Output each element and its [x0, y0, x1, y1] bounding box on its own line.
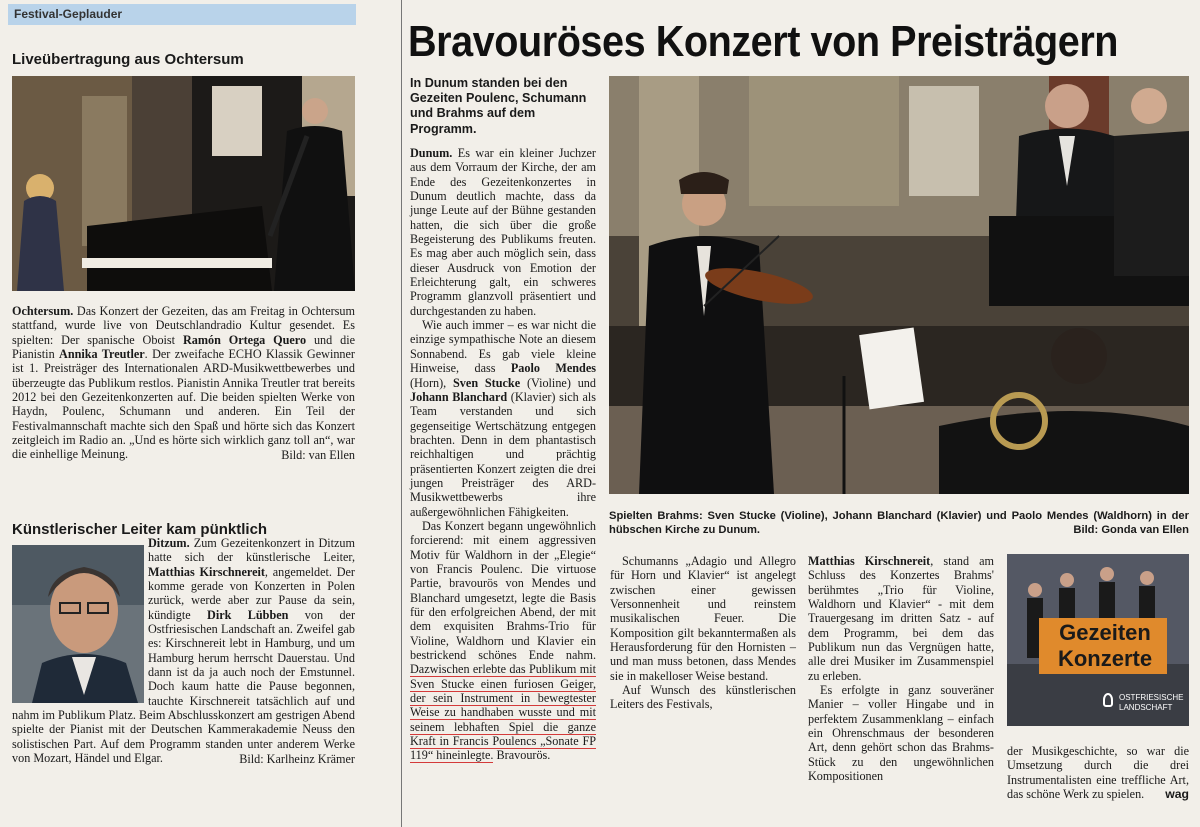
story1-body: Ochtersum. Das Konzert der Gezeiten, das am Freitag in Ochtersum stattfand, wurde live von Deutschlandradio Kultur gesendet. Es spielten: Der spanische Oboist Ramón Ortega Quero und die Pianistin Annika Treutler. Der zweifache ECHO Klassik Gewinner ist 1. Preisträger des Internationalen ARD-Musikwettbewerbes und überzeugte das Publikum restlos. Pianistin Annika Treutler trat bereits 2012 bei den Gezeitenkonzerten auf. Die beiden spielten Werke von Haydn, Poulenc, Schumann und anderen. Ein Teil der Festivalmannschaft machte sich den Spaß und hörte sich das Konzert zeitgleich im Radio an. „Und es hörte sich wirklich ganz toll an“, war die einhellige Meinung. Bild: van Ellen [12, 304, 356, 462]
story2-body: Ditzum. Zum Gezeitenkonzert in Ditzum hatte sich der künstlerische Leiter, Matthias Kirschnereit, angemeldet. Der komme gerade von Konzerten in Polen zurück, werde aber zur Pause da sein, kündigte Dirk Lübben von der Ostfriesischen Landschaft an. Zweifel gab es: Kirschnereit lebt in Hamburg, und um Hamburg herum herrscht Dauerstau. Und dann ist da ja auch noch der Emstunnel. Doch kaum hatte die Pause begonnen, tauchte Kirschnereit tatsächlich auf und nahm im Publikum Platz. Beim Abschlusskonzert am gestrigen Abend spielte der Pianist mit der Deutschen Kammerakademie Neuss den solistischen Part. Auf dem Programm standen unter anderem Werke von Mozart, Händel und Elgar. Bild: Karlheinz Krämer [12, 536, 356, 766]
gezeiten-konzerte-logo [1007, 554, 1189, 726]
photo-oboe-piano [12, 76, 355, 291]
main-column-1: Dunum. Es war ein kleiner Juchzer aus dem Vorraum der Kirche, der am Ende des Gezeitenkonzertes in Dunum deutlich machte, dass da junge Leute auf der Bühne gestanden hatten, die sich über die große Begeisterung des Publikums freuten. Es mag aber auch möglich sein, dass dieser Ausdruck von Emotion der Erleichterung galt, ein schweres Programm glanzvoll präsentiert und durchgestanden zu haben. Wie auch immer – es war nicht die einzige sympathische Note an diesem Sonnabend. Es gab viele kleine Hinweise, dass Paolo Mendes (Horn), Sven Stucke (Violine) und Johann Blanchard (Klavier) sich als Team verstanden und sich gegenseitige Wertschätzung entgegen brachten. Denn in dem phantastisch reichhaltigen und prächtig präsentierten Konzert zeigten die drei jungen Preisträger des ARD-Musikwettbewerbs ihre außergewöhnlichen Fähigkeiten. Das Konzert begann ungewöhnlich forcierend: mit einem aggressiven Motiv für Waldhorn in der „Elegie“ von Francis Poulenc. Die virtuose Partie, bravourös von Mendes und Blanchard umgesetzt, legte die Basis für den erfolgreichen Abend, der mit dem exquisiten Brahms-Trio für Violine, Waldhorn und Klavier ein bestrickend schönes Ende nahm. Dazwischen erlebte das Publikum mit Sven Stucke einen furiosen Geiger, der sein Instrument in bewegtester Weise zu handhaben wusste und mit seinem lebhaften Spiel die ganze Kraft in Francis Poulencs „Sonate FP 119“ hineinlegte. Bravourös. [410, 146, 596, 763]
section-tag: Festival-Geplauder [8, 4, 356, 25]
story2-headline: Künstlerischer Leiter kam pünktlich [12, 521, 268, 538]
main-lead: In Dunum standen bei den Gezeiten Poulenc, Schumann und Brahms auf dem Programm. [410, 76, 587, 136]
photo-credit: Bild: Gonda van Ellen [1073, 524, 1189, 536]
story2-credit: Bild: Karlheinz Krämer [239, 751, 355, 766]
photo-brahms-trio [609, 76, 1189, 494]
highlighted-passage: Dazwischen erlebte das Publikum mit Sven Stucke einen furiosen Geiger, der sein Instrument in bewegtester Weise zu handhaben wusste und mit seinem lebhaften Spiel die ganze Kraft in Francis Poulencs „Sonate FP 119“ hineinlegte. [410, 662, 596, 763]
author-signature: wag [1165, 787, 1189, 802]
story1-credit: Bild: van Ellen [281, 447, 355, 462]
main-column-2: Schumanns „Adagio und Allegro für Horn und Klavier“ ist angelegt zwischen einer gewissen Versonnenheit und reinstem musikalischen Feuer. Die Komposition gilt bekanntermaßen als Herausforderung für den Hornisten – und man muss betonen, dass Mendes sie in makelloser Weise bestand. Auf Wunsch des künstlerischen Leiters des Festivals, [610, 554, 796, 712]
main-headline: Bravouröses Konzert von Preisträgern [408, 17, 1119, 66]
column-divider [401, 0, 402, 827]
story1-headline: Liveübertragung aus Ochtersum [12, 51, 244, 68]
landschaft-emblem-icon [1103, 693, 1113, 707]
photo-caption: Spielten Brahms: Sven Stucke (Violine), Johann Blanchard (Klavier) und Paolo Mendes (Waldhorn) in der hübschen Kirche zu Dunum. [609, 510, 1189, 536]
logo-org-line1: OSTFRIESISCHE [1119, 693, 1184, 702]
logo-line2: Konzerte [1057, 646, 1153, 671]
logo-org-line2: LANDSCHAFT [1119, 703, 1173, 712]
main-column-4: der Musikgeschichte, so war die Umsetzung durch die drei Instrumentalisten eine treffliche Art, das schöne Werk zu spielen. wag [1007, 744, 1189, 802]
logo-line1: Gezeiten [1059, 620, 1151, 645]
main-column-3: Matthias Kirschnereit, stand am Schluss des Konzertes Brahms' berühmtes „Trio für Violine, Waldhorn und Klavier“ - mit dem Trauergesang im dritten Satz - auf dem Programm, bei dem das Publikum nun das Vergnügen hatte, alle drei Musiker im Zusammenspiel zu erleben. Es erfolgte in ganz souveräner Manier – voller Hingabe und in perfektem Zusammenklang – einfach ein Ohrenschmaus der besonderen Art, denn gehört schon das Brahms-Stück zu den ungewöhnlichen Kompositionen [808, 554, 994, 784]
